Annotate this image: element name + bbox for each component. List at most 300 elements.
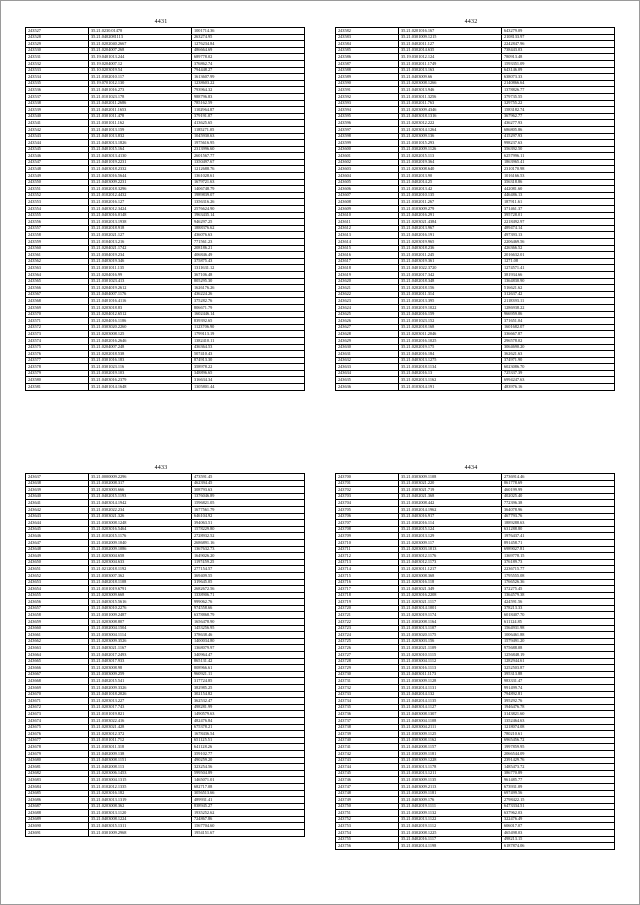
table-row [26,87,305,94]
cell-id: 243635 [336,377,399,384]
table-row [26,506,305,513]
data-table [335,473,615,850]
table-row [336,816,615,823]
cell-code: 35.21.0401019.2231 [89,159,192,166]
panel-title: 4432 [464,19,478,25]
cell-code: 35.21.0302016.1025 [399,337,502,344]
cell-code: 35.21.0203009.136 [399,133,502,140]
table-row [26,113,305,120]
table-row [336,351,615,358]
cell-id: 243729 [336,665,399,672]
cell-id: 243647 [26,539,89,546]
table-row [336,698,615,705]
cell-code: 35.21.0402016.13 [399,370,502,377]
cell-value: 490259.20 [192,757,305,764]
table-row [336,199,615,206]
table-row [26,546,305,553]
cell-value: 1271.08 [502,258,615,265]
table-row [336,599,615,606]
table-row [26,291,305,298]
cell-code: 35.21.0403012.3424 [89,206,192,213]
cell-value: 426366.52 [502,245,615,252]
cell-code: 35.21.0302009.1181 [399,790,502,797]
cell-code: 35.21.0203009.117 [399,539,502,546]
table-row [26,370,305,377]
cell-value: 378638.46 [192,632,305,639]
table-row [26,173,305,180]
cell-code: 35.21.0303008.1162 [399,737,502,744]
cell-value: 1602446.14 [192,311,305,318]
cell-value: 436224.26 [192,291,305,298]
cell-id: 243577 [26,357,89,364]
cell-value: 611124.85 [502,619,615,626]
cell-id: 243618 [336,265,399,272]
data-table [335,27,615,391]
table-row [336,258,615,265]
table-row [336,645,615,652]
cell-code: 35.21.0403016.917 [399,513,502,520]
cell-code: 35.21.0403008.1151 [89,757,192,764]
cell-value: 1102964.87 [192,107,305,114]
cell-value: 874913.30 [192,357,305,364]
cell-value: 1406748.79 [192,186,305,193]
cell-code: 35.21.0302011.245 [399,252,502,259]
cell-value: 489931.41 [192,797,305,804]
cell-code: 35.21.0403013.946 [399,87,502,94]
cell-value: 1564931.98 [502,625,615,632]
cell-code: 35.21.0403009.2231 [89,179,192,186]
cell-code: 35.21.0403021.349 [399,586,502,593]
cell-value: 2736914.46 [502,474,615,481]
cell-id: 243653 [26,579,89,586]
cell-value: 2140866.64 [502,80,615,87]
cell-value: 838945.27 [192,803,305,810]
cell-value: 1596821.05 [192,500,305,507]
table-row [336,539,615,546]
cell-code: 35.21.0402016.184 [399,351,502,358]
cell-id: 243677 [26,737,89,744]
cell-id: 243552 [26,192,89,199]
cell-code: 35.21.0303012.1176 [399,553,502,560]
cell-value: 961485.77 [502,777,615,784]
table-body [26,28,305,391]
cell-code: 35.21.0203008.1266 [399,80,502,87]
cell-id: 243547 [26,159,89,166]
cell-value: 682717.08 [192,783,305,790]
table-row [26,539,305,546]
cell-id: 243623 [336,298,399,305]
cell-code: 35.21.0202019.175 [399,344,502,351]
table-row [336,159,615,166]
cell-id: 243619 [336,271,399,278]
table-row [26,93,305,100]
cell-code: 35.21.0302016.114 [399,520,502,527]
cell-value: 406846.49 [192,252,305,259]
cell-id: 243631 [336,351,399,358]
table-row [26,605,305,612]
cell-id: 243604 [336,173,399,180]
cell-code: 35.21.0203017.743 [89,704,192,711]
table-row [26,757,305,764]
table-row [26,384,305,391]
cell-value: 1766526.36 [502,579,615,586]
table-row [26,60,305,67]
cell-code: 35.21.0402016.1117 [399,836,502,843]
table-row [26,239,305,246]
table-row [26,41,305,48]
cell-code: 35.21.0302014.635 [399,47,502,54]
cell-id: 243728 [336,658,399,665]
cell-value: 1613607.99 [192,74,305,81]
cell-id: 243611 [336,219,399,226]
cell-code: 35.21.0403008.1224 [89,816,192,823]
cell-value: 805295.30 [192,278,305,285]
table-row [26,645,305,652]
cell-value: 6018407.70 [502,612,615,619]
cell-id: 243608 [336,199,399,206]
cell-code: 35.21.0202018.156 [399,285,502,292]
cell-value: 1649026.20 [192,553,305,560]
cell-code: 35.21.0101019.6791 [89,586,192,593]
cell-code: 35.21.0102015.1176 [89,533,192,540]
cell-id: 243550 [26,179,89,186]
cell-code: 35.21.0302013.395 [399,298,502,305]
cell-id: 243701 [336,480,399,487]
cell-value: 1274571.41 [502,265,615,272]
cell-value: 462394.45 [192,480,305,487]
cell-id: 243602 [336,159,399,166]
table-row [26,724,305,731]
panel-title: 4431 [154,19,168,25]
cell-id: 243616 [336,252,399,259]
cell-value: 187911.61 [502,199,615,206]
cell-id: 243755 [336,836,399,843]
cell-code: 35.21.0203011.2046 [399,331,502,338]
cell-code: 35.21.0203008.125 [89,331,192,338]
cell-code: 35.21.0303009.1108 [399,474,502,481]
cell-id: 243705 [336,506,399,513]
cell-code: 35.21.0302019.103 [89,370,192,377]
cell-value: 348896.65 [192,370,305,377]
cell-value: 975688.08 [502,645,615,652]
cell-id: 243711 [336,546,399,553]
table-row [26,513,305,520]
table-row [26,258,305,265]
cell-value: 1376046.89 [192,493,305,500]
table-row [26,770,305,777]
cell-code: 35.21.0403015.1311 [89,823,192,830]
table-row [336,711,615,718]
table-row [336,93,615,100]
table-row [26,159,305,166]
cell-value: 442081.60 [502,186,615,193]
cell-value: 6023086.70 [502,364,615,371]
cell-id: 243661 [26,632,89,639]
cell-value: 785162.59 [192,100,305,107]
cell-id: 243734 [336,698,399,705]
cell-id: 243683 [26,777,89,784]
cell-id: 243554 [26,206,89,213]
cell-id: 243527 [26,28,89,35]
cell-value: 415297.93 [502,133,615,140]
table-row [26,717,305,724]
table-row [336,179,615,186]
cell-value: 697499.56 [502,790,615,797]
cell-value: 3252503.87 [502,665,615,672]
cell-value: 2391429.76 [502,757,615,764]
cell-value: 340964.47 [192,652,305,659]
cell-value: 1197459.25 [192,559,305,566]
table-row [26,830,305,837]
cell-code: 35.21.0302008.442 [399,500,502,507]
cell-value: 6473334.51 [502,803,615,810]
cell-value: 780210.61 [502,731,615,738]
cell-code: 35.21.0403008.1307 [399,711,502,718]
table-row [336,265,615,272]
table-row [26,80,305,87]
cell-code: 35.21.0204007.248 [89,344,192,351]
table-row [336,133,615,140]
cell-value: 364078.96 [502,506,615,513]
cell-code: 35.21.0303007.362 [89,572,192,579]
cell-id: 243676 [26,731,89,738]
cell-id: 243748 [336,790,399,797]
table-row [336,559,615,566]
cell-code: 35.21.0302011.314 [399,291,502,298]
table-row [26,586,305,593]
cell-id: 243752 [336,816,399,823]
cell-code: 35.21.0102012.4432 [89,192,192,199]
cell-value: 651125.51 [192,737,305,744]
cell-id: 243668 [26,678,89,685]
cell-code: 35.21.0302014.1131 [399,685,502,692]
cell-value: 1185271.05 [192,126,305,133]
cell-code: 35.19.0701012.130 [89,80,192,87]
cell-value: 381934.66 [502,271,615,278]
table-row [26,816,305,823]
cell-value: 371651.04 [502,318,615,325]
cell-id: 243586 [336,54,399,61]
cell-code: 35.21.0103014.191 [399,384,502,391]
cell-id: 243566 [26,285,89,292]
cell-code: 35.21.0302022.234 [89,506,192,513]
table-panel-2 [335,17,607,391]
cell-value: 998237.63 [502,140,615,147]
cell-code: 35.21.0204007.268 [89,47,192,54]
table-row [26,364,305,371]
table-row [336,586,615,593]
cell-value: 1016166.53 [502,173,615,180]
table-row [336,186,615,193]
table-row [26,219,305,226]
cell-id: 243596 [336,120,399,127]
cell-id: 243690 [26,823,89,830]
cell-code: 35.21.0402018.348 [399,278,502,285]
cell-code: 35.21.0302015.124 [399,526,502,533]
cell-id: 243746 [336,777,399,784]
cell-code: 35.21.0403013.1319 [89,797,192,804]
table-row [336,493,615,500]
cell-id: 243553 [26,199,89,206]
cell-code: 35.21.0303013.1178 [399,764,502,771]
cell-code: 35.21.0402019.1112 [399,823,502,830]
table-row [26,731,305,738]
cell-code: 35.21.0202018.538 [89,351,192,358]
cell-code: 35.21.0203008.362 [89,803,192,810]
table-row [336,717,615,724]
table-row [336,823,615,830]
cell-id: 243558 [26,232,89,239]
cell-id: 243667 [26,671,89,678]
cell-code: 35.21.0403009.176 [399,797,502,804]
cell-value: 1578229.80 [192,526,305,533]
cell-id: 243610 [336,212,399,219]
cell-id: 243700 [336,474,399,481]
cell-id: 243654 [26,586,89,593]
table-row [26,566,305,573]
table-row [336,612,615,619]
cell-value: 2218492.97 [502,219,615,226]
cell-id: 243542 [26,126,89,133]
cell-code: 35.21.0403019.361 [399,258,502,265]
cell-value: 794448.27 [192,67,305,74]
table-body [336,474,615,850]
cell-code: 35.21.0303009.259 [89,671,192,678]
cell-value: 1006461.88 [502,632,615,639]
cell-code: 35.21.0302008.1225 [399,830,502,837]
cell-id: 243703 [336,493,399,500]
cell-value: 1795555.08 [502,572,615,579]
cell-code: 35.21.0403015.5616 [89,599,192,606]
table-row [26,474,305,481]
cell-code: 35.21.0212018.1192 [89,566,192,573]
cell-value: 467793.76 [502,513,615,520]
table-row [336,232,615,239]
cell-value: 2206469.56 [502,239,615,246]
cell-value: 489474.14 [502,225,615,232]
cell-id: 243678 [26,744,89,751]
cell-id: 243675 [26,724,89,731]
cell-value: 317724.85 [192,678,305,685]
cell-code: 35.21.0302019.1022 [399,304,502,311]
cell-code: 35.21.0403017.933 [89,658,192,665]
cell-value: 738443.03 [502,47,615,54]
cell-id: 243745 [336,770,399,777]
cell-code: 35.21.0303004.1114 [89,632,192,639]
cell-code: 35.21.0302013.163 [399,67,502,74]
cell-id: 243634 [336,370,399,377]
cell-code: 35.21.0301015.293 [399,140,502,147]
table-row [336,291,615,298]
cell-value: 725337.39 [502,370,615,377]
cell-id: 243629 [336,337,399,344]
cell-code: 35.21.0102012.1335 [89,783,192,790]
cell-code: 35.21.0302014.1198 [399,843,502,850]
cell-code: 35.21.0402016.191 [399,232,502,239]
cell-value: 1626176.26 [192,285,305,292]
cell-code: 35.21.0402014.132 [399,691,502,698]
cell-value: 891458.71 [502,539,615,546]
cell-code: 35.21.0302009.1086 [89,546,192,553]
cell-code: 35.21.0402016.291 [399,212,502,219]
cell-code: 35.21.0203019.965 [399,239,502,246]
cell-id: 243723 [336,625,399,632]
cell-id: 243569 [26,304,89,311]
table-row [26,619,305,626]
cell-code: 35.21.0301023.116 [89,364,192,371]
cell-value: 771561.23 [192,239,305,246]
cell-id: 243579 [26,370,89,377]
cell-code: 35.21.0204016.99 [89,271,192,278]
cell-value: 637962.03 [502,810,615,817]
cell-id: 243530 [26,47,89,54]
table-row [336,731,615,738]
table-row [26,304,305,311]
cell-code: 35.21.0203011.1217 [399,566,502,573]
cell-code: 35.21.0303009.1128 [399,678,502,685]
cell-code: 35.21.0402014.25 [399,179,502,186]
table-row [336,526,615,533]
cell-code: 35.21.0203003.666 [89,487,192,494]
table-row [26,678,305,685]
cell-code: 35.21.0303013.1107 [399,625,502,632]
cell-value: 6994247.63 [502,377,615,384]
cell-value: 1453256.95 [192,625,305,632]
cell-code: 35.21.0202015.113 [399,153,502,160]
cell-id: 243713 [336,559,399,566]
cell-id: 243738 [336,724,399,731]
cell-code: 35.21.0404007.1176 [89,291,192,298]
cell-value: 362532.47 [192,698,305,705]
cell-code: 35.21.0203009.3526 [89,638,192,645]
cell-value: 1276234.84 [192,41,305,48]
cell-value: 3143821.60 [502,711,615,718]
cell-id: 243674 [26,717,89,724]
cell-value: 1356316.26 [192,199,305,206]
cell-id: 243726 [336,645,399,652]
cell-id: 243625 [336,311,399,318]
cell-value: 308793.63 [192,487,305,494]
cell-id: 243574 [26,337,89,344]
cell-value: 2313996.60 [192,146,305,153]
table-row [26,166,305,173]
cell-code: 35.21.0402014.1135 [399,698,502,705]
cell-id: 243648 [26,546,89,553]
cell-code: 35.21.0403014.1942 [89,500,192,507]
cell-code: 35.21.0403012.1173 [399,559,502,566]
table-row [26,500,305,507]
table-row [26,206,305,213]
cell-id: 243756 [336,843,399,850]
cell-id: 243636 [336,384,399,391]
cell-value: 379735.55 [502,93,615,100]
cell-value: 1593351.09 [502,60,615,67]
cell-code: 35.21.0203003.156 [399,638,502,645]
table-row [26,592,305,599]
cell-id: 243571 [26,318,89,325]
panel-title: 4433 [154,465,168,471]
cell-code: 35.10.0203019.54 [89,67,192,74]
table-row [26,737,305,744]
table-row [336,304,615,311]
cell-id: 243730 [336,671,399,678]
table-row [26,100,305,107]
cell-value: 382985.25 [192,685,305,692]
table-row [26,520,305,527]
cell-id: 243737 [336,717,399,724]
cell-value: 424591.56 [502,599,615,606]
table-row [336,324,615,331]
